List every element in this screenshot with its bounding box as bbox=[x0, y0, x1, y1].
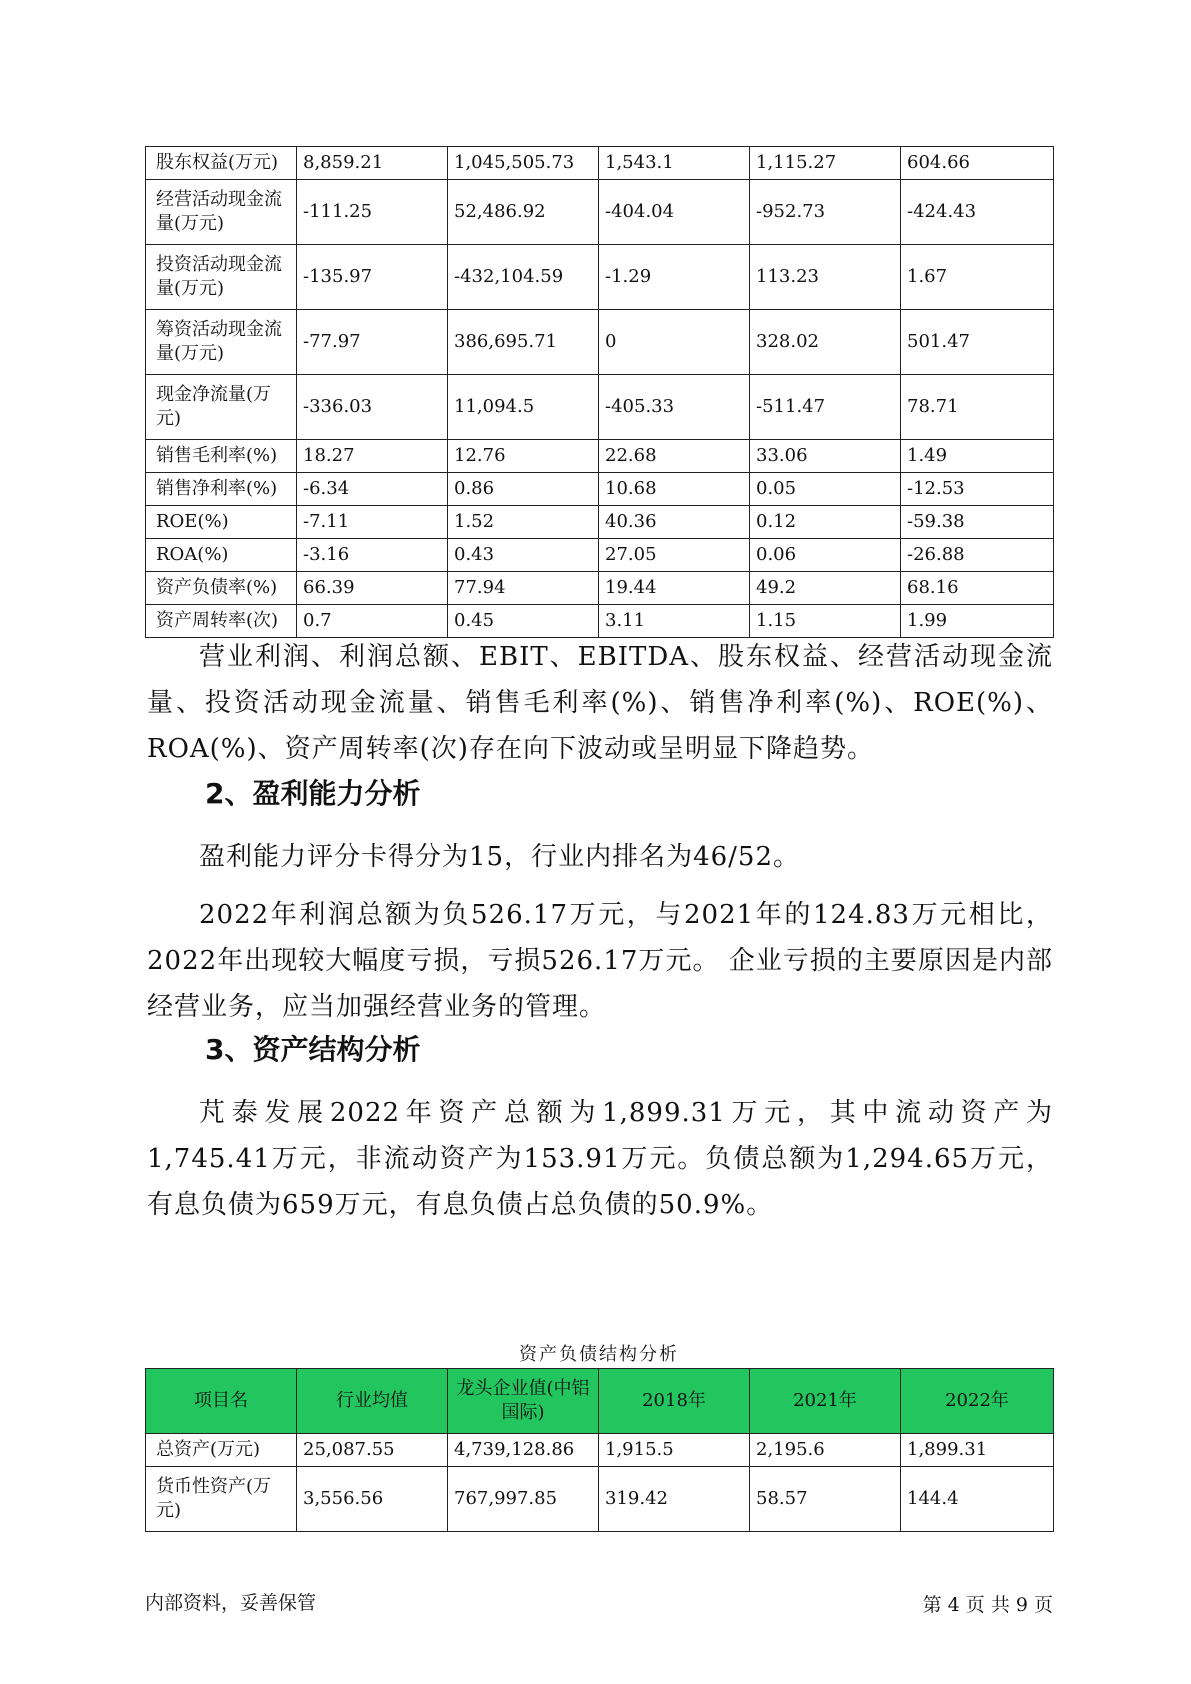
row-label: 资产负债率(%) bbox=[146, 572, 297, 605]
table-cell: 1.52 bbox=[448, 506, 599, 539]
table-cell: 2,195.6 bbox=[750, 1434, 901, 1467]
table-cell: -111.25 bbox=[297, 180, 448, 245]
table-cell: 1,899.31 bbox=[901, 1434, 1054, 1467]
row-label: 资产周转率(次) bbox=[146, 605, 297, 638]
table-cell: 40.36 bbox=[599, 506, 750, 539]
table-row bbox=[146, 440, 1054, 473]
table-cell: 1.15 bbox=[750, 605, 901, 638]
table-cell: -7.11 bbox=[297, 506, 448, 539]
table-row bbox=[146, 1467, 1054, 1532]
table-cell: 113.23 bbox=[750, 245, 901, 310]
table-cell: 52,486.92 bbox=[448, 180, 599, 245]
table-cell: -77.97 bbox=[297, 310, 448, 375]
table-cell: 4,739,128.86 bbox=[448, 1434, 599, 1467]
row-label: 经营活动现金流量(万元) bbox=[146, 180, 297, 245]
row-label: 货币性资产(万元) bbox=[146, 1467, 297, 1532]
section-3-heading: 3、资产结构分析 bbox=[205, 1033, 421, 1066]
row-label: 销售净利率(%) bbox=[146, 473, 297, 506]
table-cell: 0.45 bbox=[448, 605, 599, 638]
table-cell: 58.57 bbox=[750, 1467, 901, 1532]
table-row bbox=[146, 506, 1054, 539]
table-cell: -511.47 bbox=[750, 375, 901, 440]
row-label: 筹资活动现金流量(万元) bbox=[146, 310, 297, 375]
table-row bbox=[146, 180, 1054, 245]
header-industry-average: 行业均值 bbox=[297, 1369, 448, 1434]
table-cell: 10.68 bbox=[599, 473, 750, 506]
table-caption: 资产负债结构分析 bbox=[519, 1344, 679, 1365]
header-leader-value: 龙头企业值(中铝国际) bbox=[448, 1369, 599, 1434]
financial-indicators-body bbox=[146, 147, 1054, 638]
row-label: 销售毛利率(%) bbox=[146, 440, 297, 473]
table-cell: -405.33 bbox=[599, 375, 750, 440]
header-item-name: 项目名 bbox=[146, 1369, 297, 1434]
table-cell: 1.67 bbox=[901, 245, 1054, 310]
table-cell: 328.02 bbox=[750, 310, 901, 375]
row-label: ROE(%) bbox=[146, 506, 297, 539]
table-header-row bbox=[146, 1369, 1054, 1434]
table-cell: 604.66 bbox=[901, 147, 1054, 180]
financial-indicators-table bbox=[145, 146, 1054, 638]
table-cell: 19.44 bbox=[599, 572, 750, 605]
table-row bbox=[146, 1434, 1054, 1467]
table-cell: 1,543.1 bbox=[599, 147, 750, 180]
section-2-paragraph-2: 2022年利润总额为负526.17万元，与2021年的124.83万元相比，2022年出现较大幅度亏损，亏损526.17万元。 企业亏损的主要原因是内部经营业务，应当加强经营业务的管理。 bbox=[147, 900, 1053, 1022]
table-cell: 0.86 bbox=[448, 473, 599, 506]
table-cell: 27.05 bbox=[599, 539, 750, 572]
table-cell: 18.27 bbox=[297, 440, 448, 473]
header-2021: 2021年 bbox=[750, 1369, 901, 1434]
table-cell: -26.88 bbox=[901, 539, 1054, 572]
table-row bbox=[146, 310, 1054, 375]
table-cell: 78.71 bbox=[901, 375, 1054, 440]
table-cell: 25,087.55 bbox=[297, 1434, 448, 1467]
table-cell: -59.38 bbox=[901, 506, 1054, 539]
table-cell: -952.73 bbox=[750, 180, 901, 245]
table-cell: 0.12 bbox=[750, 506, 901, 539]
table-cell: -432,104.59 bbox=[448, 245, 599, 310]
table-cell: -135.97 bbox=[297, 245, 448, 310]
section-2-paragraph-1: 盈利能力评分卡得分为15，行业内排名为46/52。 bbox=[199, 842, 801, 872]
balance-structure-body bbox=[146, 1434, 1054, 1532]
table-cell: 77.94 bbox=[448, 572, 599, 605]
table-cell: 1,915.5 bbox=[599, 1434, 750, 1467]
row-label: 投资活动现金流量(万元) bbox=[146, 245, 297, 310]
table-cell: 0.7 bbox=[297, 605, 448, 638]
table-cell: 3,556.56 bbox=[297, 1467, 448, 1532]
table-cell: 68.16 bbox=[901, 572, 1054, 605]
table-row bbox=[146, 539, 1054, 572]
table-cell: 501.47 bbox=[901, 310, 1054, 375]
table-cell: 319.42 bbox=[599, 1467, 750, 1532]
balance-structure-table bbox=[145, 1368, 1054, 1532]
row-label: ROA(%) bbox=[146, 539, 297, 572]
row-label: 总资产(万元) bbox=[146, 1434, 297, 1467]
section-2-heading: 2、盈利能力分析 bbox=[205, 777, 421, 810]
table-cell: 0 bbox=[599, 310, 750, 375]
table-cell: 33.06 bbox=[750, 440, 901, 473]
table-cell: 49.2 bbox=[750, 572, 901, 605]
header-2022: 2022年 bbox=[901, 1369, 1054, 1434]
footer-page-number: 第 4 页 共 9 页 bbox=[922, 1594, 1053, 1616]
table-cell: -404.04 bbox=[599, 180, 750, 245]
table-row bbox=[146, 245, 1054, 310]
table-cell: -336.03 bbox=[297, 375, 448, 440]
table-cell: 1,045,505.73 bbox=[448, 147, 599, 180]
row-label: 股东权益(万元) bbox=[146, 147, 297, 180]
table-cell: 1.99 bbox=[901, 605, 1054, 638]
table-cell: 0.05 bbox=[750, 473, 901, 506]
table-row bbox=[146, 605, 1054, 638]
table-cell: -3.16 bbox=[297, 539, 448, 572]
table-cell: 0.43 bbox=[448, 539, 599, 572]
table-cell: -12.53 bbox=[901, 473, 1054, 506]
header-2018: 2018年 bbox=[599, 1369, 750, 1434]
table-row bbox=[146, 473, 1054, 506]
section-3-paragraph-1: 芃泰发展2022年资产总额为1,899.31万元，其中流动资产为1,745.41万元，非流动资产为153.91万元。负债总额为1,294.65万元，有息负债为659万元，有息负债占总负债的50.9%。 bbox=[147, 1098, 1053, 1220]
table-cell: 1.49 bbox=[901, 440, 1054, 473]
table-cell: 1,115.27 bbox=[750, 147, 901, 180]
table-cell: 144.4 bbox=[901, 1467, 1054, 1532]
table-cell: -1.29 bbox=[599, 245, 750, 310]
table-cell: 66.39 bbox=[297, 572, 448, 605]
table-row bbox=[146, 375, 1054, 440]
table-cell: 12.76 bbox=[448, 440, 599, 473]
table-cell: 22.68 bbox=[599, 440, 750, 473]
table-cell: -424.43 bbox=[901, 180, 1054, 245]
table-row bbox=[146, 147, 1054, 180]
table-row bbox=[146, 572, 1054, 605]
footer-confidential-note: 内部资料，妥善保管 bbox=[145, 1592, 317, 1614]
summary-paragraph: 营业利润、利润总额、EBIT、EBITDA、股东权益、经营活动现金流量、投资活动现金流量、销售毛利率(%)、销售净利率(%)、ROE(%)、ROA(%)、资产周转率(次)存在向下波动或呈明显下降趋势。 bbox=[147, 642, 1053, 764]
table-cell: 386,695.71 bbox=[448, 310, 599, 375]
table-cell: 0.06 bbox=[750, 539, 901, 572]
table-cell: 11,094.5 bbox=[448, 375, 599, 440]
table-cell: 767,997.85 bbox=[448, 1467, 599, 1532]
table-cell: 8,859.21 bbox=[297, 147, 448, 180]
row-label: 现金净流量(万元) bbox=[146, 375, 297, 440]
table-cell: 3.11 bbox=[599, 605, 750, 638]
table-cell: -6.34 bbox=[297, 473, 448, 506]
